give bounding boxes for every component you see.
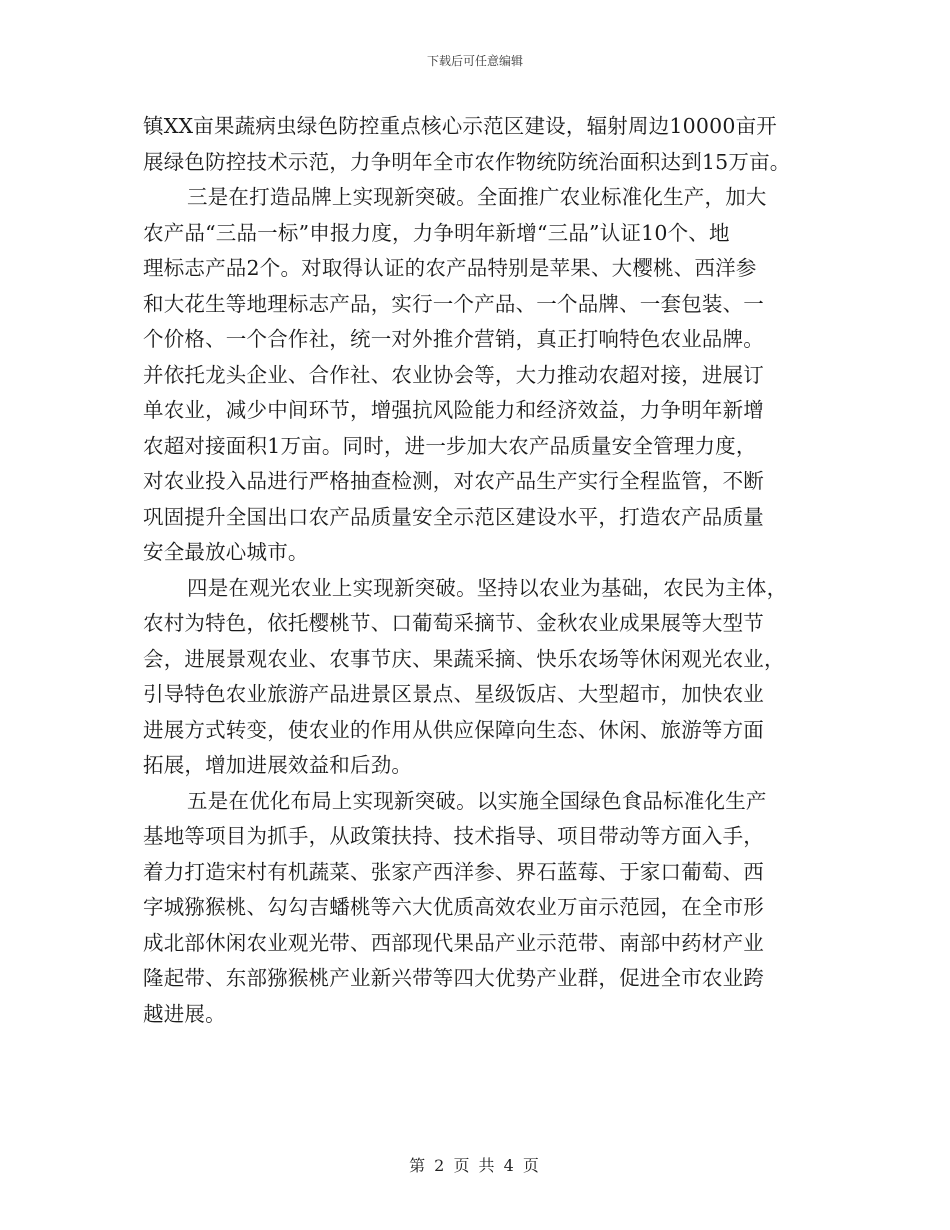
document-body (143, 109, 823, 1032)
text-line: 成北部休闲农业观光带、西部现代果品产业示范带、南部中药材产业 (143, 930, 764, 955)
text-line: 拓展，增加进展效益和后劲。 (143, 753, 413, 777)
text-line: 字城猕猴桃、勾勾吉蟠桃等六大优质高效农业万亩示范园，在全市形 (143, 895, 764, 919)
page-number-footer: 第 2 页 共 4 页 (409, 1156, 541, 1175)
text-line: 和大花生等地理标志产品，实行一个产品、一个品牌、一套包装、一 (143, 291, 764, 316)
text-line: 着力打造宋村有机蔬菜、张家产西洋参、界石蓝莓、于家口葡萄、西 (143, 859, 764, 884)
text-line: 安全最放心城市。 (143, 540, 309, 564)
text-line: 进展方式转变，使农业的作用从供应保障向生态、休闲、旅游等方面 (143, 717, 764, 742)
text-line: 展绿色防控技术示范，力争明年全市农作物统防统治面积达到15万亩。 (143, 149, 791, 174)
page-header-note: 下载后可任意编辑 (426, 54, 523, 68)
text-line: 基地等项目为抓手，从政策扶持、技术指导、项目带动等方面入手， (143, 824, 764, 848)
paragraph-first-line: 四是在观光农业上实现新突破。坚持以农业为基础，农民为主体， (187, 575, 788, 600)
text-line: 农村为特色，依托樱桃节、口葡萄采摘节、金秋农业成果展等大型节 (143, 611, 764, 635)
paragraph-first-line: 三是在打造品牌上实现新突破。全面推广农业标准化生产，加大 (187, 185, 767, 209)
text-line: 理标志产品2个。对取得认证的农产品特别是苹果、大樱桃、西洋参 (143, 256, 757, 280)
text-line: 农产品“三品一标”申报力度，力争明年新增“三品”认证10个、地 (143, 220, 730, 245)
text-line: 越进展。 (143, 1001, 226, 1026)
text-line: 农超对接面积1万亩。同时，进一步加大农产品质量安全管理力度， (143, 433, 757, 458)
paragraph-first-line: 五是在优化布局上实现新突破。以实施全国绿色食品标准化生产 (187, 788, 767, 813)
text-line: 单农业，减少中间环节，增强抗风险能力和经济效益，力争明年新增 (143, 398, 764, 422)
text-line: 巩固提升全国出口农产品质量安全示范区建设水平，打造农产品质量 (143, 504, 764, 529)
text-line: 隆起带、东部猕猴桃产业新兴带等四大优势产业群，促进全市农业跨 (143, 966, 764, 990)
text-line: 并依托龙头企业、合作社、农业协会等，大力推动农超对接，进展订 (143, 362, 764, 387)
text-line: 引导特色农业旅游产品进景区景点、星级饭店、大型超市，加快农业 (143, 682, 764, 706)
text-line: 个价格、一个合作社，统一对外推介营销，真正打响特色农业品牌。 (143, 327, 764, 351)
text-line: 会，进展景观农业、农事节庆、果蔬采摘、快乐农场等休闲观光农业， (143, 646, 785, 671)
text-line: 镇XX亩果蔬病虫绿色防控重点核心示范区建设，辐射周边10000亩开 (143, 114, 778, 138)
text-line: 对农业投入品进行严格抽查检测，对农产品生产实行全程监管，不断 (143, 469, 764, 493)
